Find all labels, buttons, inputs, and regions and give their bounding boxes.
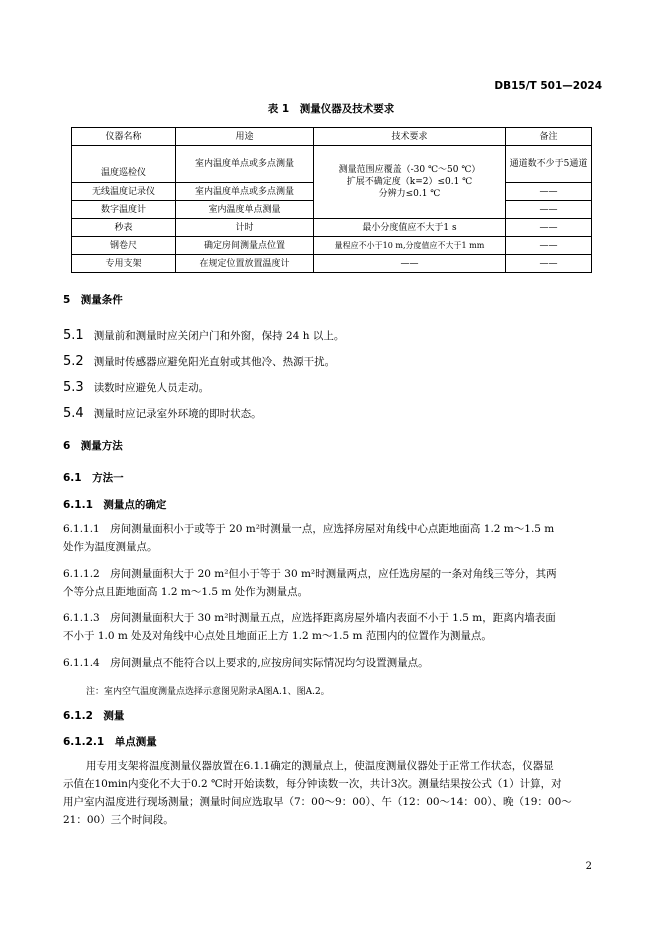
tech-line: 分辨力≤0.1 ℃: [378, 189, 441, 199]
table-row: [72, 237, 592, 255]
paragraph-line: 处作为温度测量点。: [63, 541, 158, 553]
table-cell: 计时: [176, 219, 314, 237]
table-cell: 最小分度值应不大于1 s: [314, 219, 506, 237]
table-header-row: [72, 128, 592, 146]
paragraph-line: 6.1.1.1 房间测量面积小于或等于 20 m²时测量一点，应选择房屋对角线中心点距地面高 1.2 m～1.5 m: [63, 523, 555, 535]
paragraph-line: 6.1.1.3 房间测量面积大于 30 m²时测量五点，应选择距离房屋外墙内表面不小于 1.5 m，距离内墙表面: [63, 612, 556, 624]
table-cell: 钢卷尺: [72, 237, 176, 255]
subsection-heading: 6.1.2.1 单点测量: [63, 736, 157, 748]
clause-text: 测量时传感器应避免阳光直射或其他冷、热源干扰。: [93, 356, 336, 368]
table-header-cell: 用途: [176, 128, 314, 146]
table-cell: 室内温度单点测量: [176, 201, 314, 219]
table-cell: ——: [506, 183, 592, 201]
table-cell: 秒表: [72, 219, 176, 237]
table-row: [72, 219, 592, 237]
table-cell-tech-shared: [314, 146, 506, 219]
table-cell: 温度巡检仪: [72, 146, 176, 183]
table-header-cell: 技术要求: [314, 128, 506, 146]
table-title: 表 1 测量仪器及技术要求: [267, 103, 395, 115]
table-cell: ——: [506, 201, 592, 219]
clause-number: 5.3: [63, 380, 84, 395]
paragraph-line: 个等分点且距地面高 1.2 m～1.5 m 处作为测量点。: [63, 586, 309, 598]
table-cell: ——: [314, 255, 506, 273]
tech-line: 扩展不确定度（k=2）≤0.1 ℃: [346, 177, 473, 187]
table-row: [72, 255, 592, 273]
table-cell: 确定房间测量点位置: [176, 237, 314, 255]
paragraph-line: 6.1.1.2 房间测量面积大于 20 m²但小于等于 30 m²时测量两点，应任选房屋的一条对角线三等分，其两: [63, 568, 557, 580]
paragraph-line: 用专用支架将温度测量仪器放置在6.1.1确定的测量点上，使温度测量仪器处于正常工作状态，仪器显: [86, 760, 554, 772]
table-cell: ——: [506, 219, 592, 237]
clause-5-4: [63, 402, 262, 423]
clause-number: 5.2: [63, 354, 84, 369]
subsection-heading: 6.1 方法一: [63, 472, 124, 484]
clause-text: 读数时应避免人员走动。: [93, 382, 210, 394]
clause-text: 测量前和测量时应关闭户门和外窗，保持 24 h 以上。: [93, 330, 345, 342]
clause-5-1: [63, 324, 344, 345]
clause-5-2: [63, 350, 335, 371]
table-cell: 室内温度单点或多点测量: [176, 146, 314, 183]
clause-5-3: [63, 376, 209, 397]
paragraph-line: 用户室内温度进行现场测量；测量时间应选取早（7：00～9：00）、午（12：00～14：00）、晚（19：00～: [63, 796, 572, 808]
clause-number: 5.4: [63, 406, 84, 421]
table-cell: 在规定位置放置温度计: [176, 255, 314, 273]
table-cell: 通道数不少于5通道: [506, 146, 592, 183]
table-cell: 室内温度单点或多点测量: [176, 183, 314, 201]
table-header-cell: 备注: [506, 128, 592, 146]
table-cell: 专用支架: [72, 255, 176, 273]
table-cell: 量程应不小于10 m,分度值应不大于1 mm: [314, 237, 506, 255]
subsection-heading: 6.1.1 测量点的确定: [63, 499, 167, 511]
table-cell: ——: [506, 237, 592, 255]
table-header-cell: 仪器名称: [72, 128, 176, 146]
page-number: 2: [585, 861, 592, 872]
tech-line: 测量范围应覆盖（-30 ℃～50 ℃）: [338, 165, 481, 175]
table-row: [72, 146, 592, 183]
instrument-table: [71, 127, 592, 273]
clause-text: 测量时应记录室外环境的即时状态。: [93, 408, 262, 420]
table-cell: ——: [506, 255, 592, 273]
table-cell: 无线温度记录仪: [72, 183, 176, 201]
table-cell: 数字温度计: [72, 201, 176, 219]
paragraph-line: 示值在10min内变化不大于0.2 ℃时开始读数，每分钟读数一次，共计3次。测量结果按公式（1）计算，对: [63, 778, 562, 790]
subsection-heading: 6.1.2 测量: [63, 710, 125, 722]
section-heading: 6 测量方法: [63, 440, 123, 452]
document-id: DB15/T 501—2024: [494, 80, 602, 92]
clause-number: 5.1: [63, 328, 84, 343]
paragraph-line: 6.1.1.4 房间测量点不能符合以上要求的,应按房间实际情况均匀设置测量点。: [63, 657, 429, 669]
paragraph-line: 不小于 1.0 m 处及对角线中心点处且地面正上方 1.2 m～1.5 m 范围内的位置作为测量点。: [63, 630, 492, 642]
section-heading: 5 测量条件: [63, 294, 123, 306]
note: 注：室内空气温度测量点选择示意图见附录A图A.1、图A.2。: [86, 687, 330, 697]
paragraph-line: 21：00）三个时间段。: [63, 814, 174, 826]
